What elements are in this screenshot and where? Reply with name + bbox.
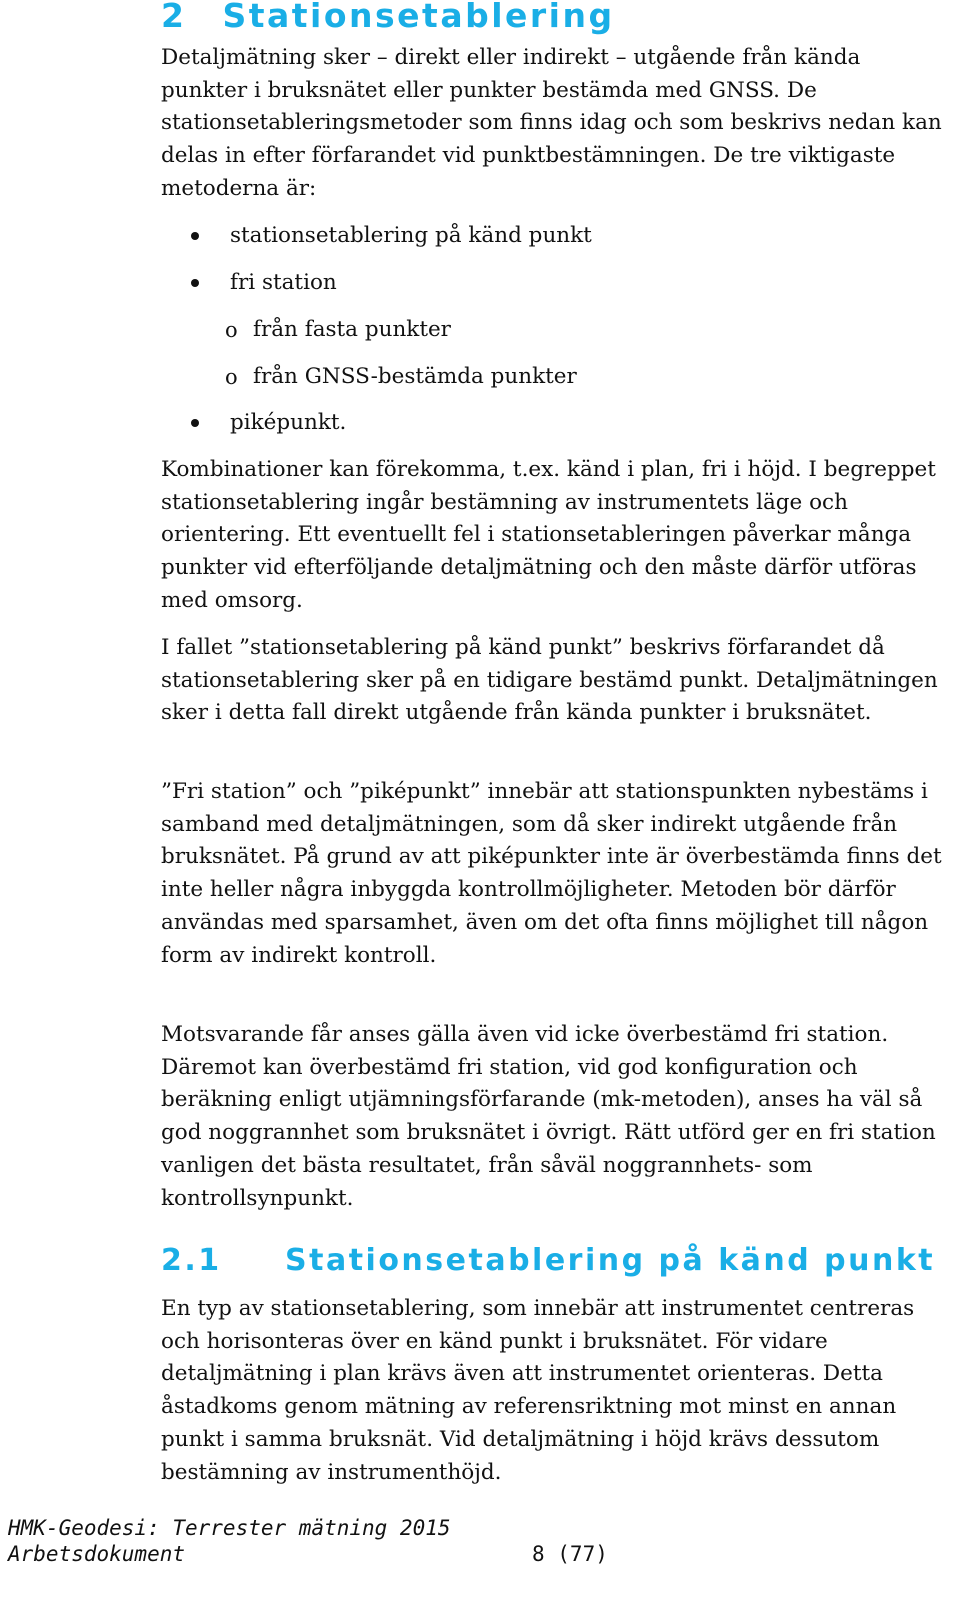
bullet-icon xyxy=(191,232,199,240)
body-paragraph: I fallet ”stationsetablering på känd punkt” beskrivs förfarandet då stationsetablering sker på en tidigare bestämd punkt. Detaljmätningen sker i detta fall direkt utgående från kända punkter i bruksnätet. xyxy=(161,635,938,726)
circle-bullet-icon: o xyxy=(225,365,238,389)
intro-paragraph: Detaljmätning sker – direkt eller indirekt – utgående från kända punkter i bruksnätet eller punkter bestämda med GNSS. De stationsetableringsmetoder som finns idag och som beskrivs nedan kan delas in efter förfarandet vid punktbestämningen. De tre viktigaste metoderna är: xyxy=(161,45,942,201)
section-number: 2 xyxy=(161,0,187,35)
body-paragraph: ”Fri station” och ”piképunkt” innebär att stationspunkten nybestäms i samband med detaljmätningen, som då sker indirekt utgående från bruksnätet. På grund av att piképunkter inte är överbestämda finns det inte heller några inbyggda kontrollmöjligheter. Metoden bör därför användas med sparsamhet, även om det ofta finns möjlighet till någon form av indirekt kontroll. xyxy=(161,779,942,968)
section-title: Stationsetablering xyxy=(222,0,615,35)
sub-list-item-label: från GNSS-bestämda punkter xyxy=(253,364,577,389)
bullet-icon xyxy=(191,279,199,287)
subsection-paragraph: En typ av stationsetablering, som innebär att instrumentet centreras och horisonteras över en känd punkt i bruksnätet. För vidare detaljmätning i plan krävs även att instrumentet orienteras. Detta åstadkoms genom mätning av referensriktning mot minst en annan punkt i samma bruksnät. Vid detaljmätning i höjd krävs dessutom bestämning av instrumenthöjd. xyxy=(161,1296,915,1485)
circle-bullet-icon: o xyxy=(225,318,238,342)
body-paragraph: Motsvarande får anses gälla även vid icke överbestämd fri station. Däremot kan överbestämd fri station, vid god konfiguration och beräkning enligt utjämningsförfarande (mk-metoden), anses ha väl så god noggrannhet som bruksnätet i övrigt. Rätt utförd ger en fri station vanligen det bästa resultatet, från såväl noggrannhets- som kontrollsynpunkt. xyxy=(161,1022,936,1211)
section-heading xyxy=(161,0,615,38)
list-item-label: piképunkt. xyxy=(230,410,347,435)
bullet-icon xyxy=(191,419,199,427)
body-paragraph: Kombinationer kan förekomma, t.ex. känd i plan, fri i höjd. I begreppet stationsetablering ingår bestämning av instrumentets läge och orientering. Ett eventuellt fel i stationsetableringen påverkar många punkter vid efterföljande detaljmätning och den måste därför utföras med omsorg. xyxy=(161,457,936,613)
subsection-heading xyxy=(161,1241,935,1281)
sub-list-item-label: från fasta punkter xyxy=(253,317,451,342)
list-item-label: fri station xyxy=(230,270,337,295)
list-item-label: stationsetablering på känd punkt xyxy=(230,223,592,248)
footer-document-type: Arbetsdokument xyxy=(8,1542,186,1566)
subsection-title: Stationsetablering på känd punkt xyxy=(285,1243,936,1278)
footer-document-title: HMK-Geodesi: Terrester mätning 2015 xyxy=(8,1516,451,1540)
page-number: 8 (77) xyxy=(532,1542,608,1566)
subsection-number: 2.1 xyxy=(161,1243,222,1278)
